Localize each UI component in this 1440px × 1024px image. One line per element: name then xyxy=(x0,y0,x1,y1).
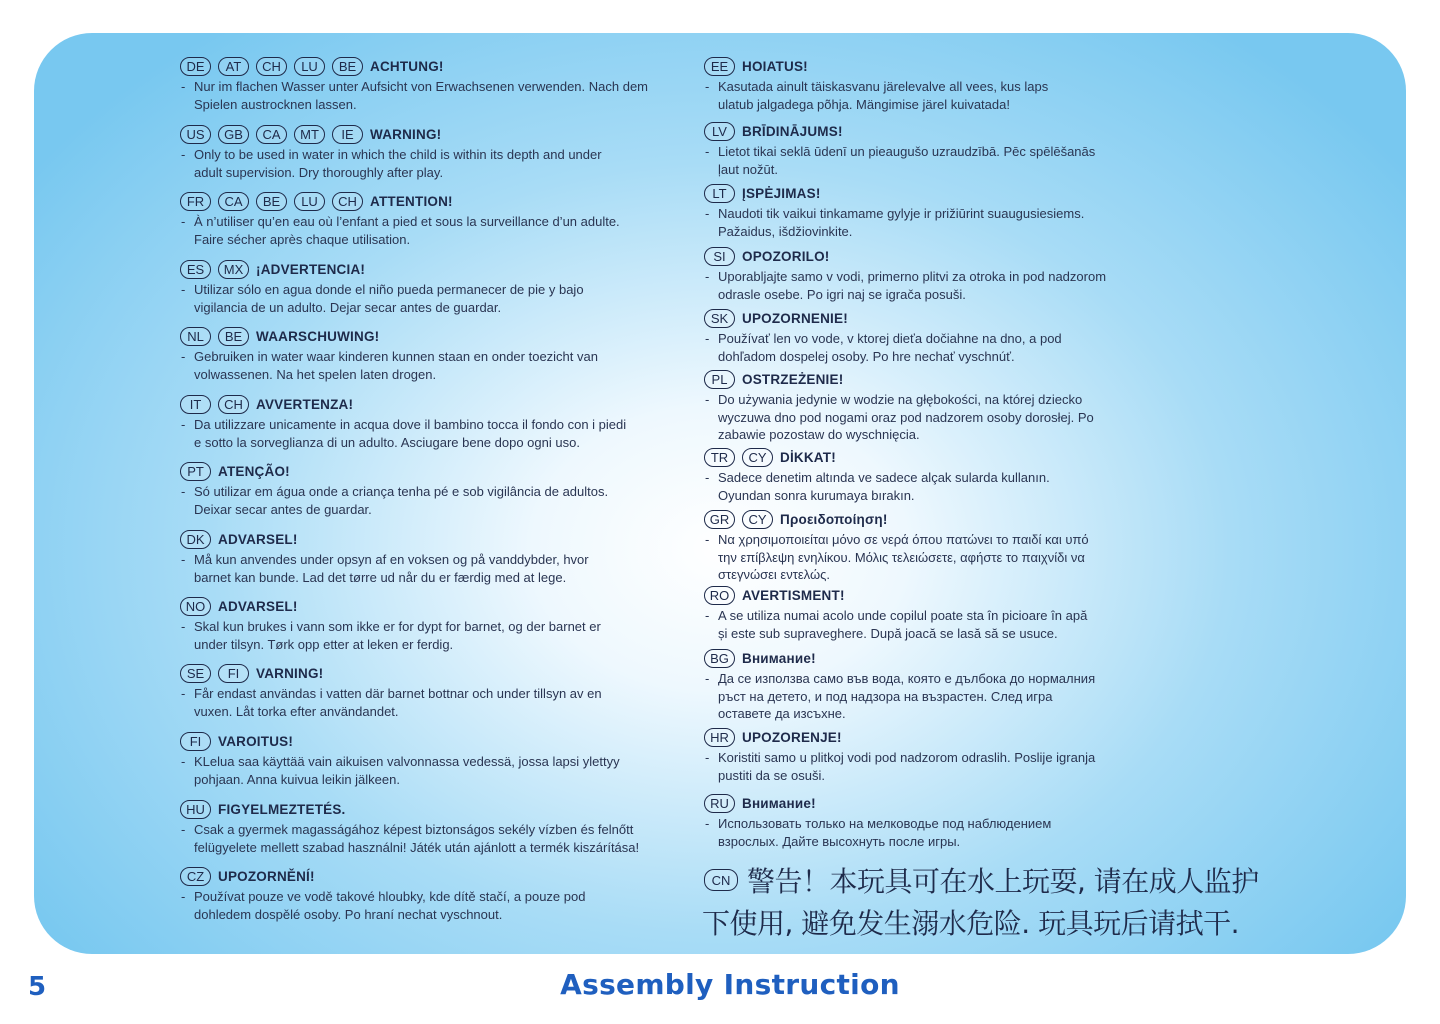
warning-header xyxy=(178,191,688,211)
warning-text xyxy=(178,685,688,720)
warning-text xyxy=(702,815,1302,850)
warning-title: DİKKAT! xyxy=(780,449,836,465)
country-badge: US xyxy=(180,125,211,144)
warning-entry xyxy=(178,461,688,518)
warning-text-line: - Používat pouze ve vodě takové hloubky, kde dítě stačí, a pouze pod xyxy=(194,889,586,904)
warning-title: OSTRZEŻENIE! xyxy=(742,371,844,387)
country-badge: CY xyxy=(742,448,773,467)
country-badge: GR xyxy=(704,510,735,529)
warning-entry xyxy=(702,648,1302,723)
country-badge: LU xyxy=(294,57,325,76)
country-badge: CH xyxy=(218,395,249,414)
warning-header xyxy=(178,461,688,481)
warning-text-line: - Skal kun brukes i vann som ikke er for dypt for barnet, og der barnet er xyxy=(194,619,601,634)
warning-text-line: și este sub supraveghere. După joacă se lasă să se usuce. xyxy=(718,625,1058,641)
warning-entry xyxy=(178,866,688,923)
warning-header xyxy=(178,799,688,819)
warning-text-line: e sotto la sorveglianza di un adulto. Asciugare bene dopo ogni uso. xyxy=(194,434,580,450)
warning-entry xyxy=(702,121,1302,178)
warning-header xyxy=(702,308,1302,328)
warning-text xyxy=(178,78,688,113)
warning-text-line: την επίβλεψη ενηλίκου. Μόλις τελειώσετε, αφήστε το παιχνίδι να xyxy=(718,549,1085,565)
country-badge: IT xyxy=(180,395,211,414)
country-badge: LT xyxy=(704,184,735,203)
warning-text-line: - Používať len vo vode, v ktorej dieťa dočiahne na dno, a pod xyxy=(718,331,1062,346)
country-badge: HR xyxy=(704,728,735,747)
warning-title: Προειδοποίηση! xyxy=(780,511,888,527)
warning-text-line: - Использовать только на мелководье под наблюдением xyxy=(718,816,1052,831)
warning-text-line: under tilsyn. Tørk opp etter at leken er ferdig. xyxy=(194,636,454,652)
warning-text-line: dohledem dospělé osoby. Po hraní nechat vyschnout. xyxy=(194,906,503,922)
country-badge: NL xyxy=(180,327,211,346)
warning-title: ATENÇÃO! xyxy=(218,463,290,479)
warning-entry xyxy=(178,56,688,113)
warning-text-line: vuxen. Låt torka efter användandet. xyxy=(194,703,399,719)
warning-text-line: - Lietot tikai seklā ūdenī un pieaugušo uzraudzībā. Pēc spēlēšanās xyxy=(718,144,1096,159)
warning-header xyxy=(702,246,1302,266)
warning-title: UPOZORNENIE! xyxy=(742,310,848,326)
warning-title: BRĪDINĀJUMS! xyxy=(742,123,843,139)
warning-text-line: στεγνώσει εντελώς. xyxy=(718,567,830,582)
warning-text xyxy=(702,78,1302,113)
country-badge: BE xyxy=(218,327,249,346)
warning-text-line: Pažaidus, išdžiovinkite. xyxy=(718,223,853,239)
footer-title: Assembly Instruction xyxy=(560,968,900,1001)
warning-text xyxy=(178,821,688,856)
warning-text-line: barnet kan bunde. Lad det tørre ud når du er færdig med at lege. xyxy=(194,569,567,585)
warning-text xyxy=(702,391,1302,444)
warning-entry xyxy=(178,259,688,316)
warning-text-line: - Får endast användas i vatten där barnet bottnar och under tillsyn av en xyxy=(194,686,602,701)
warning-text-line: - Only to be used in water in which the child is within its depth and under xyxy=(194,147,602,162)
warning-text xyxy=(702,330,1302,365)
warning-title: Внимание! xyxy=(742,650,816,666)
page-number: 5 xyxy=(28,972,47,1002)
country-badge: NO xyxy=(180,597,211,616)
warning-header xyxy=(702,509,1302,529)
warning-text xyxy=(178,348,688,383)
warning-text-line: - Gebruiken in water waar kinderen kunnen staan en onder toezicht van xyxy=(194,349,598,364)
country-badge: LV xyxy=(704,122,735,141)
warning-entry xyxy=(178,596,688,653)
country-badge: CN xyxy=(704,869,738,891)
warning-text xyxy=(702,749,1302,784)
warning-entry xyxy=(702,369,1302,444)
warning-text-line: - Να χρησιμοποιείται μόνο σε νερά όπου πατώνει το παιδί και υπό xyxy=(718,532,1089,547)
warning-header xyxy=(702,183,1302,203)
warning-entry xyxy=(178,191,688,248)
warning-text xyxy=(702,670,1302,723)
cn-warning-line-1: 警告！本玩具可在水上玩耍, 请在成人监护 xyxy=(747,865,1259,898)
warning-entry xyxy=(702,793,1302,850)
country-badge: LU xyxy=(294,192,325,211)
cn-warning-line-2: 下使用, 避免发生溺水危险. 玩具玩后请拭干. xyxy=(702,907,1240,940)
country-badge: HU xyxy=(180,800,211,819)
country-badge: TR xyxy=(704,448,735,467)
warning-text-line: - Sadece denetim altında ve sadece alçak sularda kullanın. xyxy=(718,470,1050,485)
warning-text-line: felügyelete mellett szabad használni! Játék után ajánlott a termék kiszárítása! xyxy=(194,839,640,855)
warning-text-line: Spielen austrocknen lassen. xyxy=(194,96,357,112)
warning-text-line: volwassenen. Na het spelen laten drogen. xyxy=(194,366,437,382)
warning-title: Внимание! xyxy=(742,795,816,811)
warning-title: ATTENTION! xyxy=(370,193,453,209)
warning-title: ĮSPĖJIMAS! xyxy=(742,185,821,201)
country-badge: SK xyxy=(704,309,735,328)
country-badge: CA xyxy=(218,192,249,211)
country-badge: CY xyxy=(742,510,773,529)
country-badge: RO xyxy=(704,586,735,605)
warning-text xyxy=(702,268,1302,303)
warning-entry xyxy=(178,731,688,788)
warning-title: OPOZORILO! xyxy=(742,248,830,264)
country-badge: EE xyxy=(704,57,735,76)
country-badge: ES xyxy=(180,260,211,279)
warning-title: ACHTUNG! xyxy=(370,58,444,74)
country-badge: CH xyxy=(332,192,363,211)
warning-text-line: - Da utilizzare unicamente in acqua dove il bambino tocca il fondo con i piedi xyxy=(194,417,627,432)
warning-text xyxy=(178,551,688,586)
warning-title: VARNING! xyxy=(256,665,324,681)
country-badge: BE xyxy=(332,57,363,76)
warning-text xyxy=(702,205,1302,240)
warning-header xyxy=(178,259,688,279)
country-badge: GB xyxy=(218,125,249,144)
warning-header xyxy=(178,56,688,76)
warning-text-line: - Naudoti tik vaikui tinkamame gylyje ir prižiūrint suaugusiesiems. xyxy=(718,206,1085,221)
warning-entry xyxy=(178,799,688,856)
warning-text-line: - Må kun anvendes under opsyn af en voksen og på vanddybder, hvor xyxy=(194,552,589,567)
warning-text xyxy=(178,281,688,316)
warning-title: AVERTISMENT! xyxy=(742,587,845,603)
warning-text-line: pustiti da se osuši. xyxy=(718,767,825,783)
warning-text-line: - Да се използва само във вода, която е дълбока до нормалния xyxy=(718,671,1096,686)
warning-text-line: - Nur im flachen Wasser unter Aufsicht von Erwachsenen verwenden. Nach dem xyxy=(194,79,649,94)
country-badge: CH xyxy=(256,57,287,76)
warning-header xyxy=(702,369,1302,389)
warning-entry xyxy=(702,308,1302,365)
warning-text-line: odrasle osebe. Po igri naj se igrača posuši. xyxy=(718,286,966,302)
warning-text xyxy=(178,146,688,181)
warning-header xyxy=(178,326,688,346)
warning-header xyxy=(178,529,688,549)
warning-entry xyxy=(702,56,1302,113)
warning-text-line: Faire sécher après chaque utilisation. xyxy=(194,231,411,247)
country-badge: BG xyxy=(704,649,735,668)
warning-header xyxy=(178,663,688,683)
country-badge: FI xyxy=(218,664,249,683)
warning-text-line: pohjaan. Anna kuivua leikin jälkeen. xyxy=(194,771,400,787)
warning-title: FIGYELMEZTETÉS. xyxy=(218,801,346,817)
warning-text-line: - Utilizar sólo en agua donde el niño pueda permanecer de pie y bajo xyxy=(194,282,584,297)
warning-text-line: Deixar secar antes de guardar. xyxy=(194,501,372,517)
warning-text xyxy=(178,618,688,653)
warning-text-line: ļaut nožūt. xyxy=(718,161,778,177)
warning-entry xyxy=(178,529,688,586)
warning-text-line: adult supervision. Dry thoroughly after play. xyxy=(194,164,444,180)
warning-text-line: - Do używania jedynie w wodzie na głębokości, na której dziecko xyxy=(718,392,1083,407)
warning-header xyxy=(178,124,688,144)
warning-text-line: ръст на детето, и под надзора на възрастен. След игра xyxy=(718,688,1053,704)
warning-text-line: взрослых. Дайте высохнуть после игры. xyxy=(718,833,961,849)
country-badge: RU xyxy=(704,794,735,813)
warning-text-line: - À n’utiliser qu’en eau où l’enfant a pied et sous la surveillance d’un adulte. xyxy=(194,214,620,229)
warning-text xyxy=(702,143,1302,178)
country-badge: SI xyxy=(704,247,735,266)
warning-entry xyxy=(702,246,1302,303)
warning-entry-cn xyxy=(702,860,1302,942)
warning-text xyxy=(178,416,688,451)
warning-header xyxy=(702,121,1302,141)
warning-header xyxy=(702,648,1302,668)
warning-text-line: ulatub jalgadega põhja. Mängimise järel kuivatada! xyxy=(718,96,1010,112)
warning-title: ADVARSEL! xyxy=(218,598,298,614)
warning-header xyxy=(178,866,688,886)
warning-title: HOIATUS! xyxy=(742,58,808,74)
warning-text-line: dohľadom dospelej osoby. Po hre nechať vyschnúť. xyxy=(718,348,1015,364)
country-badge: FR xyxy=(180,192,211,211)
warning-text xyxy=(178,888,688,923)
country-badge: AT xyxy=(218,57,249,76)
warning-title: WAARSCHUWING! xyxy=(256,328,380,344)
warning-entry xyxy=(702,509,1302,584)
warning-title: WARNING! xyxy=(370,126,442,142)
warning-entry xyxy=(178,394,688,451)
warning-text-line: - Csak a gyermek magasságához képest biztonságos sekély vízben és felnőtt xyxy=(194,822,634,837)
country-badge: FI xyxy=(180,732,211,751)
warning-text-line: - Só utilizar em água onde a criança tenha pé e sob vigilância de adultos. xyxy=(194,484,609,499)
country-badge: IE xyxy=(332,125,363,144)
warning-text-line: - Kasutada ainult täiskasvanu järelevalve all vees, kus laps xyxy=(718,79,1049,94)
warning-text xyxy=(702,469,1302,504)
warning-text xyxy=(178,483,688,518)
warning-header xyxy=(702,585,1302,605)
warning-header xyxy=(702,793,1302,813)
country-badge: PL xyxy=(704,370,735,389)
country-badge: MX xyxy=(218,260,249,279)
warning-text-line: - Uporabljajte samo v vodi, primerno plitvi za otroka in pod nadzorom xyxy=(718,269,1107,284)
country-badge: DE xyxy=(180,57,211,76)
warning-text-line: Oyundan sonra kurumaya bırakın. xyxy=(718,487,915,503)
warning-title: VAROITUS! xyxy=(218,733,294,749)
warning-text xyxy=(702,531,1302,584)
warning-title: ¡ADVERTENCIA! xyxy=(256,261,366,277)
warning-entry xyxy=(178,124,688,181)
warning-text-line: - Koristiti samo u plitkoj vodi pod nadzorom odraslih. Poslije igranja xyxy=(718,750,1096,765)
warning-text xyxy=(178,213,688,248)
warning-entry xyxy=(702,183,1302,240)
country-badge: PT xyxy=(180,462,211,481)
warning-text-line: wyczuwa dno pod nogami oraz pod nadzorem osoby dorosłej. Po xyxy=(718,409,1094,425)
warning-text-line: zabawie pozostaw do wyschnięcia. xyxy=(718,427,920,442)
warning-title: ADVARSEL! xyxy=(218,531,298,547)
warning-text xyxy=(702,607,1302,642)
warning-title: UPOZORNĚNÍ! xyxy=(218,868,315,884)
warning-entry xyxy=(702,727,1302,784)
warning-header xyxy=(178,731,688,751)
warning-entry xyxy=(178,663,688,720)
warning-text-line: vigilancia de un adulto. Dejar secar antes de guardar. xyxy=(194,299,502,315)
warning-header xyxy=(178,394,688,414)
warning-header xyxy=(702,447,1302,467)
country-badge: CA xyxy=(256,125,287,144)
country-badge: BE xyxy=(256,192,287,211)
warning-title: UPOZORENJE! xyxy=(742,729,842,745)
warning-text-line: оставете да изсъхне. xyxy=(718,706,846,721)
warning-entry xyxy=(702,447,1302,504)
warning-header xyxy=(702,727,1302,747)
country-badge: DK xyxy=(180,530,211,549)
warning-text-line: - KLelua saa käyttää vain aikuisen valvonnassa vedessä, jossa lapsi ylettyy xyxy=(194,754,620,769)
country-badge: CZ xyxy=(180,867,211,886)
warning-entry xyxy=(178,326,688,383)
country-badge: MT xyxy=(294,125,325,144)
warning-text-line: - A se utiliza numai acolo unde copilul poate sta în picioare în apă xyxy=(718,608,1088,623)
warning-header xyxy=(178,596,688,616)
warning-text xyxy=(178,753,688,788)
warning-entry xyxy=(702,585,1302,642)
country-badge: SE xyxy=(180,664,211,683)
warning-title: AVVERTENZA! xyxy=(256,396,354,412)
warning-header xyxy=(702,56,1302,76)
